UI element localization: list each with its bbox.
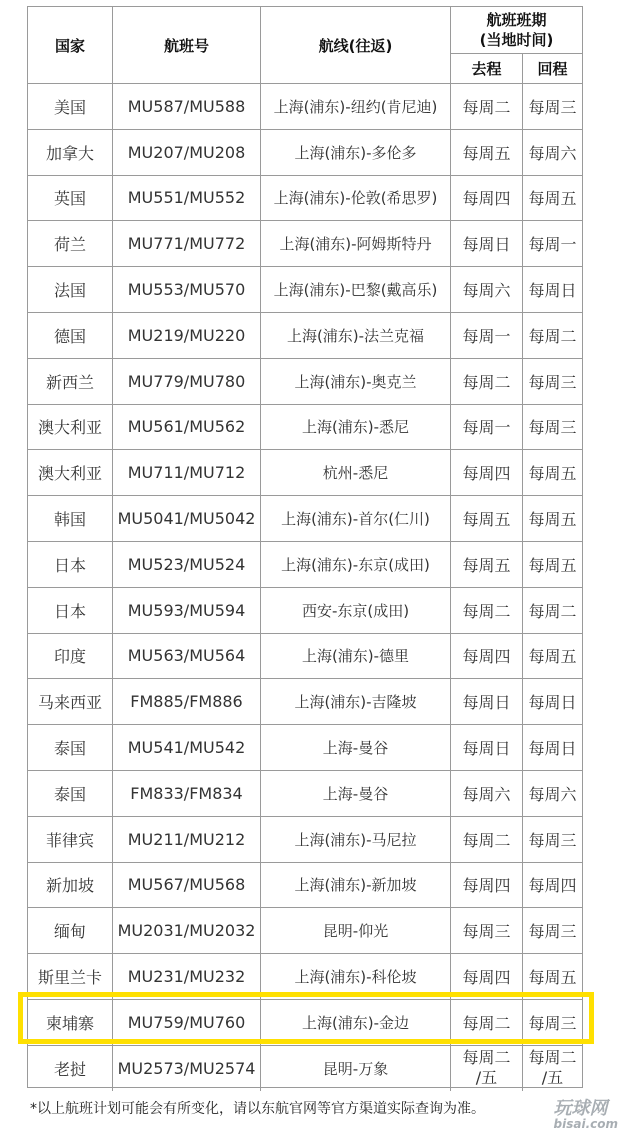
cell-country: 澳大利亚 (28, 405, 113, 450)
table-row (28, 404, 582, 450)
cell-country: 印度 (28, 634, 113, 679)
cell-flight-number: MU231/MU232 (113, 954, 261, 999)
table-row (28, 816, 582, 862)
cell-country: 美国 (28, 84, 113, 129)
cell-flight-number: MU563/MU564 (113, 634, 261, 679)
cell-country: 韩国 (28, 496, 113, 541)
cell-country: 马来西亚 (28, 679, 113, 724)
watermark-logo (554, 1094, 618, 1131)
cell-route: 西安-东京(成田) (261, 588, 451, 633)
cell-outbound-day: 每周二 (451, 84, 523, 129)
header-return: 回程 (523, 53, 582, 83)
cell-country: 泰国 (28, 771, 113, 816)
cell-return-day: 每周二 (528, 601, 577, 621)
cell-route: 上海(浦东)-伦敦(希思罗) (261, 176, 451, 221)
cell-return-day: 每周三 (528, 97, 577, 117)
cell-outbound-day: 每周四 (451, 863, 523, 908)
cell-return-day: 每周日 (528, 693, 577, 713)
table-row (28, 907, 582, 953)
cell-flight-number: MU2573/MU2574 (113, 1046, 261, 1091)
header-country: 国家 (28, 7, 113, 83)
table-row (28, 220, 582, 266)
flight-schedule-table (27, 6, 583, 1088)
cell-outbound-day: 每周三 (451, 908, 523, 953)
cell-outbound-day: 每周一 (451, 405, 523, 450)
table-row (28, 724, 582, 770)
cell-flight-number: MU541/MU542 (113, 725, 261, 770)
cell-route: 昆明-万象 (261, 1046, 451, 1091)
cell-country: 日本 (28, 588, 113, 633)
cell-flight-number: MU523/MU524 (113, 542, 261, 587)
cell-route: 上海(浦东)-纽约(肯尼迪) (261, 84, 451, 129)
table-row (28, 770, 582, 816)
cell-route: 上海(浦东)-德里 (261, 634, 451, 679)
watermark-main: 玩球网 (553, 1098, 608, 1119)
header-schedule: 航班班期 (当地时间) (479, 11, 554, 49)
table-row (28, 495, 582, 541)
cell-outbound-day: 每周五 (451, 496, 523, 541)
cell-route: 上海(浦东)-首尔(仁川) (261, 496, 451, 541)
cell-outbound-day: 每周二 (451, 359, 523, 404)
footnote: *以上航班计划可能会有所变化，请以东航官网等官方渠道实际查询为准。 (30, 1101, 485, 1117)
cell-flight-number: MU711/MU712 (113, 450, 261, 495)
cell-flight-number: MU5041/MU5042 (113, 496, 261, 541)
cell-route: 上海(浦东)-悉尼 (261, 405, 451, 450)
cell-flight-number: MU771/MU772 (113, 221, 261, 266)
cell-flight-number: MU567/MU568 (113, 863, 261, 908)
cell-route: 上海-曼谷 (261, 771, 451, 816)
cell-route: 上海(浦东)-巴黎(戴高乐) (261, 267, 451, 312)
cell-flight-number: MU219/MU220 (113, 313, 261, 358)
cell-return-day: 每周三 (528, 1013, 577, 1033)
cell-flight-number: MU779/MU780 (113, 359, 261, 404)
cell-country: 菲律宾 (28, 817, 113, 862)
header-flight-no: 航班号 (113, 7, 261, 83)
cell-outbound-day: 每周二 (451, 817, 523, 862)
cell-country: 日本 (28, 542, 113, 587)
cell-flight-number: FM833/FM834 (113, 771, 261, 816)
cell-route: 昆明-仰光 (261, 908, 451, 953)
cell-return-day: 每周四 (528, 876, 577, 896)
cell-flight-number: MU207/MU208 (113, 130, 261, 175)
cell-outbound-day: 每周二 (451, 1000, 523, 1045)
table-row (28, 1045, 582, 1091)
table-row (28, 999, 582, 1045)
cell-outbound-day: 每周二 (451, 588, 523, 633)
cell-return-day: 每周五 (528, 464, 577, 484)
cell-return-day: 每周三 (528, 418, 577, 438)
cell-route: 上海(浦东)-阿姆斯特丹 (261, 221, 451, 266)
table-header (28, 7, 582, 83)
cell-outbound-day: 每周日 (451, 725, 523, 770)
cell-return-day: 每周一 (528, 235, 577, 255)
cell-return-day: 每周五 (528, 510, 577, 530)
cell-return-day: 每周日 (528, 281, 577, 301)
cell-country: 泰国 (28, 725, 113, 770)
header-outbound: 去程 (451, 53, 523, 83)
table-row (28, 449, 582, 495)
cell-return-day: 每周五 (528, 968, 577, 988)
cell-flight-number: FM885/FM886 (113, 679, 261, 724)
table-row (28, 129, 582, 175)
table-row (28, 541, 582, 587)
cell-route: 上海(浦东)-科伦坡 (261, 954, 451, 999)
cell-route: 上海-曼谷 (261, 725, 451, 770)
cell-flight-number: MU759/MU760 (113, 1000, 261, 1045)
cell-flight-number: MU2031/MU2032 (113, 908, 261, 953)
cell-route: 杭州-悉尼 (261, 450, 451, 495)
table-row (28, 587, 582, 633)
cell-flight-number: MU553/MU570 (113, 267, 261, 312)
cell-country: 老挝 (28, 1046, 113, 1091)
cell-outbound-day: 每周四 (451, 954, 523, 999)
cell-country: 德国 (28, 313, 113, 358)
cell-outbound-day: 每周四 (451, 634, 523, 679)
cell-flight-number: MU593/MU594 (113, 588, 261, 633)
table-row (28, 175, 582, 221)
cell-route: 上海(浦东)-金边 (261, 1000, 451, 1045)
cell-return-day: 每周日 (528, 739, 577, 759)
cell-outbound-day: 每周四 (451, 176, 523, 221)
cell-outbound-day: 每周一 (451, 313, 523, 358)
cell-country: 缅甸 (28, 908, 113, 953)
cell-outbound-day: 每周五 (451, 542, 523, 587)
header-route: 航线(往返) (261, 7, 451, 83)
cell-outbound-day: 每周日 (451, 221, 523, 266)
cell-route: 上海(浦东)-东京(成田) (261, 542, 451, 587)
table-row (28, 266, 582, 312)
cell-outbound-day: 每周五 (451, 130, 523, 175)
cell-return-day: 每周二 (528, 326, 577, 346)
cell-outbound-day: 每周日 (451, 679, 523, 724)
cell-route: 上海(浦东)-新加坡 (261, 863, 451, 908)
cell-country: 柬埔寨 (28, 1000, 113, 1045)
cell-country: 加拿大 (28, 130, 113, 175)
cell-outbound-day: 每周二 /五 (451, 1046, 523, 1091)
table-row (28, 678, 582, 724)
table-row (28, 862, 582, 908)
cell-outbound-day: 每周六 (451, 267, 523, 312)
cell-return-day: 每周六 (528, 143, 577, 163)
table-row (28, 358, 582, 404)
cell-country: 斯里兰卡 (28, 954, 113, 999)
table-row (28, 633, 582, 679)
cell-route: 上海(浦东)-马尼拉 (261, 817, 451, 862)
cell-route: 上海(浦东)-法兰克福 (261, 313, 451, 358)
table-row (28, 312, 582, 358)
cell-route: 上海(浦东)-吉隆坡 (261, 679, 451, 724)
cell-return-day: 每周五 (528, 555, 577, 575)
cell-return-day: 每周三 (528, 830, 577, 850)
cell-flight-number: MU551/MU552 (113, 176, 261, 221)
cell-route: 上海(浦东)-奥克兰 (261, 359, 451, 404)
cell-country: 英国 (28, 176, 113, 221)
cell-return-day: 每周三 (528, 372, 577, 392)
watermark-sub: bisai.com (553, 1117, 618, 1131)
cell-route: 上海(浦东)-多伦多 (261, 130, 451, 175)
cell-outbound-day: 每周六 (451, 771, 523, 816)
cell-return-day: 每周二 /五 (528, 1048, 577, 1088)
cell-country: 澳大利亚 (28, 450, 113, 495)
table-row (28, 953, 582, 999)
cell-return-day: 每周五 (528, 647, 577, 667)
cell-outbound-day: 每周四 (451, 450, 523, 495)
cell-country: 新西兰 (28, 359, 113, 404)
cell-flight-number: MU561/MU562 (113, 405, 261, 450)
cell-country: 法国 (28, 267, 113, 312)
cell-return-day: 每周三 (528, 922, 577, 942)
cell-return-day: 每周六 (528, 784, 577, 804)
table-row (28, 83, 582, 129)
cell-flight-number: MU211/MU212 (113, 817, 261, 862)
cell-flight-number: MU587/MU588 (113, 84, 261, 129)
cell-country: 新加坡 (28, 863, 113, 908)
cell-country: 荷兰 (28, 221, 113, 266)
cell-return-day: 每周五 (528, 189, 577, 209)
